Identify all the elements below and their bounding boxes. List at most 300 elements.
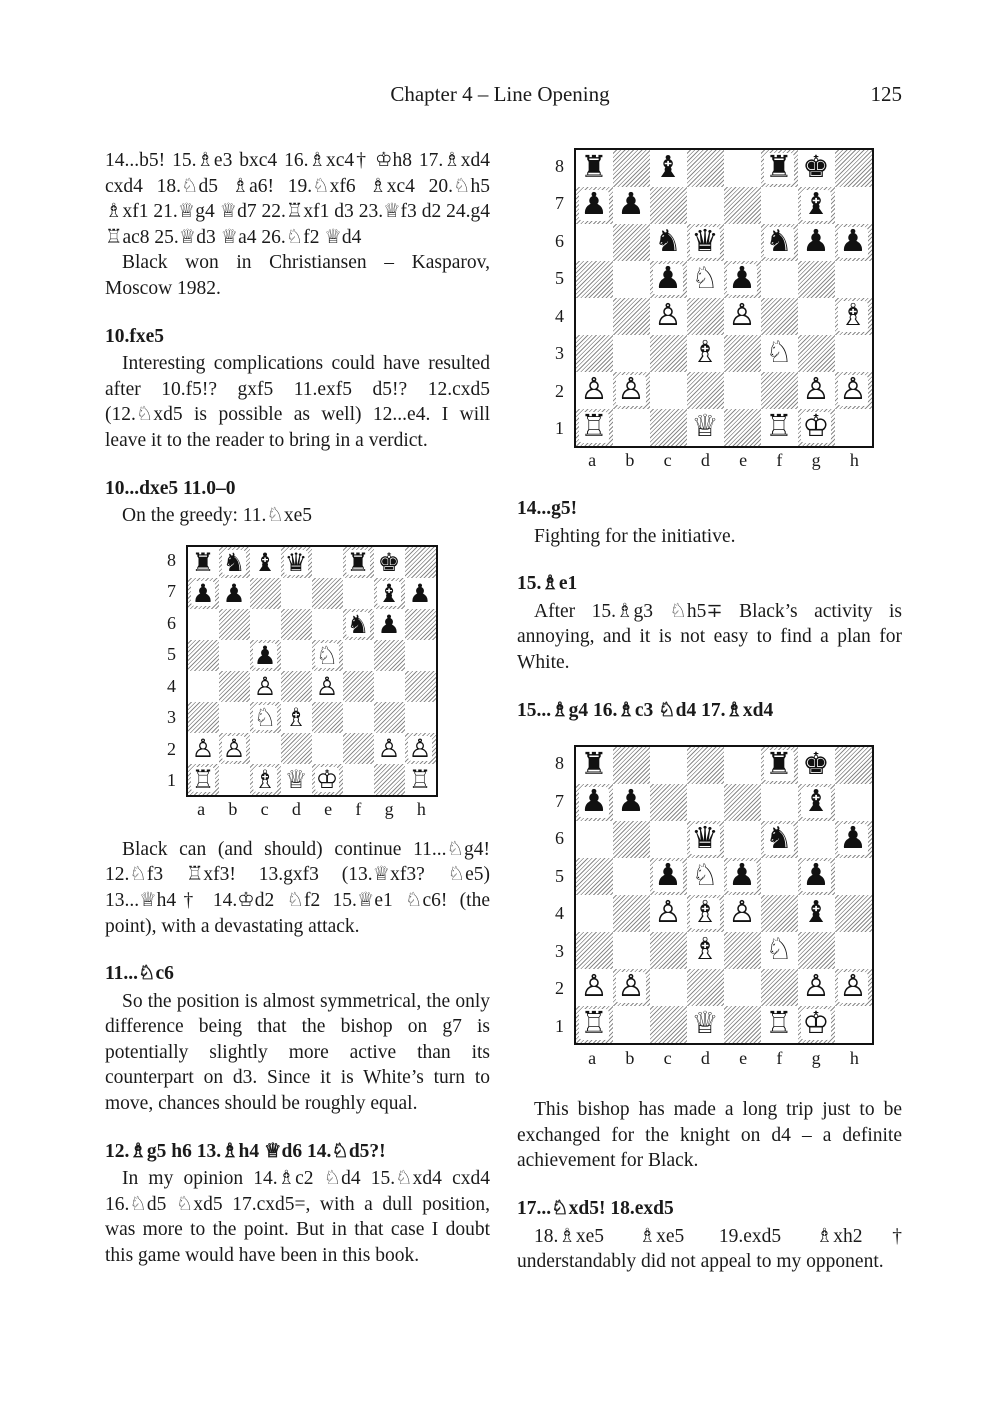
chess-piece: ♙ xyxy=(839,969,867,1005)
square-g6 xyxy=(798,821,835,858)
square-b7 xyxy=(613,784,650,821)
square-b8 xyxy=(219,547,250,578)
rank-label: 1 xyxy=(167,770,176,791)
square-b3 xyxy=(219,702,250,733)
square-e7 xyxy=(724,187,761,224)
square-a8 xyxy=(576,150,613,187)
square-c3 xyxy=(650,335,687,372)
square-f6 xyxy=(343,609,374,640)
square-b1 xyxy=(613,1006,650,1043)
rank-labels xyxy=(546,148,574,448)
move-heading: 15...♗g4 16.♗c3 ♘d4 17.♗xd4 xyxy=(517,699,774,721)
square-d2 xyxy=(687,969,724,1006)
square-b3 xyxy=(613,335,650,372)
running-header-title: Chapter 4 – Line Opening xyxy=(390,82,610,106)
chess-piece: ♟ xyxy=(728,858,756,894)
chessboard xyxy=(574,148,874,448)
square-d6 xyxy=(687,821,724,858)
chess-piece: ♟ xyxy=(617,784,645,820)
square-g5 xyxy=(798,858,835,895)
square-b1 xyxy=(219,764,250,795)
square-d4 xyxy=(687,895,724,932)
square-f3 xyxy=(761,335,798,372)
file-label: f xyxy=(776,450,783,471)
rank-label: 2 xyxy=(555,380,564,401)
square-g1 xyxy=(374,764,405,795)
chess-piece: ♙ xyxy=(617,969,645,1005)
square-g4 xyxy=(798,895,835,932)
square-b8 xyxy=(613,150,650,187)
square-e2 xyxy=(312,733,343,764)
paragraph: So the position is almost symmetrical, the only difference being that the bishop on g7 is potentially slightly more active than its counterpart on d3. Since it is White’s turn to move, chances should be roughly equal. xyxy=(105,990,490,1115)
square-c1 xyxy=(650,409,687,446)
chess-piece: ♞ xyxy=(346,608,370,639)
chess-piece: ♘ xyxy=(253,701,277,732)
square-a8 xyxy=(576,747,613,784)
square-h4 xyxy=(835,298,872,335)
chess-piece: ♞ xyxy=(765,224,793,260)
file-label: c xyxy=(260,799,269,820)
square-d2 xyxy=(281,733,312,764)
rank-label: 8 xyxy=(167,549,176,570)
square-g7 xyxy=(374,578,405,609)
chess-piece: ♖ xyxy=(765,1006,793,1042)
square-d5 xyxy=(281,640,312,671)
chess-diagram-1 xyxy=(105,545,490,823)
square-c6 xyxy=(250,609,281,640)
chess-piece: ♕ xyxy=(284,763,308,794)
square-c5 xyxy=(250,640,281,671)
square-b5 xyxy=(613,858,650,895)
square-c8 xyxy=(250,547,281,578)
square-h2 xyxy=(405,733,436,764)
square-h1 xyxy=(405,764,436,795)
square-e1 xyxy=(724,409,761,446)
square-f1 xyxy=(761,409,798,446)
square-f5 xyxy=(761,261,798,298)
square-c5 xyxy=(650,858,687,895)
square-f3 xyxy=(343,702,374,733)
square-f6 xyxy=(761,821,798,858)
chess-piece: ♗ xyxy=(253,763,277,794)
square-e6 xyxy=(312,609,343,640)
square-d4 xyxy=(687,298,724,335)
square-f3 xyxy=(761,932,798,969)
square-d3 xyxy=(281,702,312,733)
rank-label: 6 xyxy=(555,230,564,251)
square-f6 xyxy=(761,224,798,261)
square-f8 xyxy=(761,747,798,784)
square-f2 xyxy=(761,372,798,409)
rank-label: 6 xyxy=(167,612,176,633)
square-g8 xyxy=(798,150,835,187)
square-a6 xyxy=(188,609,219,640)
chess-piece: ♜ xyxy=(580,747,608,783)
chess-piece: ♛ xyxy=(691,224,719,260)
square-e8 xyxy=(724,150,761,187)
chessboard xyxy=(574,745,874,1045)
chess-piece: ♗ xyxy=(839,298,867,334)
square-f8 xyxy=(761,150,798,187)
square-e3 xyxy=(724,932,761,969)
chess-piece: ♙ xyxy=(728,895,756,931)
chess-piece: ♜ xyxy=(765,150,793,186)
move-heading: 17...♘xd5! 18.exd5 xyxy=(517,1197,674,1219)
file-label: h xyxy=(849,450,859,471)
chess-piece: ♔ xyxy=(802,409,830,445)
square-h6 xyxy=(405,609,436,640)
move-heading: 11...♘c6 xyxy=(105,963,174,985)
file-label: e xyxy=(324,799,333,820)
chess-piece: ♘ xyxy=(691,858,719,894)
square-b5 xyxy=(613,261,650,298)
square-d1 xyxy=(687,409,724,446)
square-a1 xyxy=(576,1006,613,1043)
file-labels xyxy=(186,797,438,823)
page-number: 125 xyxy=(870,82,902,106)
chess-piece: ♟ xyxy=(617,187,645,223)
square-h6 xyxy=(835,224,872,261)
chess-piece: ♖ xyxy=(580,409,608,445)
file-label: a xyxy=(588,450,597,471)
square-e6 xyxy=(724,224,761,261)
file-label: f xyxy=(355,799,362,820)
square-h1 xyxy=(835,409,872,446)
square-d1 xyxy=(281,764,312,795)
rank-label: 3 xyxy=(555,940,564,961)
square-h4 xyxy=(835,895,872,932)
square-h2 xyxy=(835,969,872,1006)
square-h5 xyxy=(405,640,436,671)
square-b4 xyxy=(219,671,250,702)
chess-piece: ♟ xyxy=(253,639,277,670)
file-label: c xyxy=(663,1047,672,1068)
square-h8 xyxy=(835,150,872,187)
square-c2 xyxy=(650,372,687,409)
paragraph: Interesting complications could have resulted after 10.f5!? gxf5 11.exf5 d5!? 12.cxd5 (12.♘xd5 is possible as well) 12...e4. I will leave it to the reader to bring in a verdict. xyxy=(105,353,490,451)
file-label: e xyxy=(739,1047,748,1068)
chess-piece: ♟ xyxy=(802,224,830,260)
move-heading: 10.fxe5 xyxy=(105,325,165,347)
chessboard xyxy=(186,545,438,797)
square-e3 xyxy=(312,702,343,733)
chess-piece: ♗ xyxy=(691,335,719,371)
square-d7 xyxy=(687,187,724,224)
square-b2 xyxy=(613,969,650,1006)
file-label: a xyxy=(197,799,206,820)
chess-piece: ♙ xyxy=(728,298,756,334)
square-f4 xyxy=(761,895,798,932)
square-f4 xyxy=(761,298,798,335)
rank-label: 7 xyxy=(167,581,176,602)
file-label: c xyxy=(663,450,672,471)
chess-piece: ♙ xyxy=(654,298,682,334)
file-label: d xyxy=(291,799,301,820)
square-d2 xyxy=(687,372,724,409)
chess-piece: ♙ xyxy=(580,372,608,408)
square-b1 xyxy=(613,409,650,446)
square-f7 xyxy=(343,578,374,609)
chess-piece: ♖ xyxy=(765,409,793,445)
move-heading: 14...g5! xyxy=(517,498,578,519)
square-d7 xyxy=(281,578,312,609)
paragraph: 18.♗xe5 ♗xe5 19.exd5 ♗xh2† understandably did not appeal to my opponent. xyxy=(517,1225,902,1273)
square-a2 xyxy=(188,733,219,764)
square-d5 xyxy=(687,261,724,298)
square-a5 xyxy=(188,640,219,671)
rank-label: 6 xyxy=(555,828,564,849)
file-label: g xyxy=(811,1047,821,1068)
chess-piece: ♝ xyxy=(802,895,830,931)
square-e5 xyxy=(312,640,343,671)
paragraph: 14...b5! 15.♗e3 bxc4 16.♗xc4† ♔h8 17.♗xd4 cxd4 18.♘d5 ♗a6! 19.♘xf6 ♗xc4 20.♘h5 ♗xf1 21.♕g4 ♕d7 22.♖xf1 d3 23.♕f3 d2 24.g4 ♖ac8 25.♕d3 ♕a4 26.♘f2 ♕d4 xyxy=(105,150,490,248)
chess-piece: ♘ xyxy=(765,335,793,371)
chess-piece: ♝ xyxy=(802,187,830,223)
rank-label: 8 xyxy=(555,155,564,176)
chess-piece: ♟ xyxy=(222,577,246,608)
square-e2 xyxy=(724,969,761,1006)
square-h3 xyxy=(405,702,436,733)
chess-diagram-3 xyxy=(517,745,902,1071)
chess-piece: ♙ xyxy=(839,372,867,408)
chess-piece: ♝ xyxy=(377,577,401,608)
square-h5 xyxy=(835,858,872,895)
chess-piece: ♖ xyxy=(408,763,432,794)
square-f8 xyxy=(343,547,374,578)
square-d1 xyxy=(687,1006,724,1043)
file-label: b xyxy=(228,799,238,820)
square-g8 xyxy=(798,747,835,784)
square-d3 xyxy=(687,932,724,969)
square-d6 xyxy=(281,609,312,640)
chess-piece: ♔ xyxy=(315,763,339,794)
square-d7 xyxy=(687,784,724,821)
square-e7 xyxy=(312,578,343,609)
file-label: d xyxy=(700,1047,710,1068)
square-g7 xyxy=(798,187,835,224)
square-a6 xyxy=(576,224,613,261)
rank-label: 5 xyxy=(555,268,564,289)
rank-label: 1 xyxy=(555,418,564,439)
square-a2 xyxy=(576,372,613,409)
square-a2 xyxy=(576,969,613,1006)
file-label: h xyxy=(849,1047,859,1068)
square-f7 xyxy=(761,187,798,224)
square-c7 xyxy=(650,784,687,821)
chess-piece: ♘ xyxy=(765,932,793,968)
square-g2 xyxy=(798,969,835,1006)
paragraph: In my opinion 14.♗c2 ♘d4 15.♘xd4 cxd4 16.♘d5 ♘xd5 17.cxd5=, with a dull position, was more to the point. But in that case I doubt this game would have been in this book. xyxy=(105,1168,490,1267)
chess-piece: ♚ xyxy=(802,747,830,783)
chess-piece: ♙ xyxy=(253,670,277,701)
square-c4 xyxy=(250,671,281,702)
file-labels xyxy=(574,448,874,474)
chess-piece: ♟ xyxy=(191,577,215,608)
chess-piece: ♞ xyxy=(765,821,793,857)
paragraph: Fighting for the initiative. xyxy=(534,525,736,547)
square-c6 xyxy=(650,821,687,858)
square-c2 xyxy=(650,969,687,1006)
rank-label: 3 xyxy=(555,343,564,364)
square-a7 xyxy=(576,784,613,821)
square-b7 xyxy=(613,187,650,224)
chess-piece: ♗ xyxy=(691,932,719,968)
chess-piece: ♜ xyxy=(346,546,370,577)
rank-label: 3 xyxy=(167,707,176,728)
square-c8 xyxy=(650,747,687,784)
square-f2 xyxy=(761,969,798,1006)
square-g5 xyxy=(374,640,405,671)
chess-piece: ♟ xyxy=(802,858,830,894)
chess-piece: ♟ xyxy=(654,261,682,297)
square-b2 xyxy=(613,372,650,409)
chess-piece: ♖ xyxy=(580,1006,608,1042)
chess-piece: ♝ xyxy=(654,150,682,186)
square-e6 xyxy=(724,821,761,858)
square-e8 xyxy=(724,747,761,784)
rank-label: 2 xyxy=(555,978,564,999)
square-c3 xyxy=(250,702,281,733)
move-heading: 12.♗g5 h6 13.♗h4 ♕d6 14.♘d5?! xyxy=(105,1140,386,1162)
square-e5 xyxy=(724,858,761,895)
file-label: g xyxy=(384,799,394,820)
square-h5 xyxy=(835,261,872,298)
file-label: e xyxy=(739,450,748,471)
chess-piece: ♟ xyxy=(580,187,608,223)
square-f1 xyxy=(343,764,374,795)
chess-piece: ♟ xyxy=(654,858,682,894)
chess-piece: ♗ xyxy=(284,701,308,732)
move-heading: 15.♗e1 xyxy=(517,573,578,595)
square-b5 xyxy=(219,640,250,671)
file-label: d xyxy=(700,450,710,471)
square-d3 xyxy=(687,335,724,372)
left-column xyxy=(105,148,490,1269)
chess-piece: ♝ xyxy=(802,784,830,820)
square-f1 xyxy=(761,1006,798,1043)
rank-label: 5 xyxy=(555,865,564,886)
chess-piece: ♙ xyxy=(802,969,830,1005)
square-b7 xyxy=(219,578,250,609)
chess-piece: ♜ xyxy=(580,150,608,186)
square-c1 xyxy=(650,1006,687,1043)
square-b8 xyxy=(613,747,650,784)
rank-label: 2 xyxy=(167,738,176,759)
square-e3 xyxy=(724,335,761,372)
square-a5 xyxy=(576,261,613,298)
square-f7 xyxy=(761,784,798,821)
file-label: a xyxy=(588,1047,597,1068)
square-c1 xyxy=(250,764,281,795)
chess-piece: ♞ xyxy=(222,546,246,577)
square-c6 xyxy=(650,224,687,261)
square-e1 xyxy=(724,1006,761,1043)
file-label: g xyxy=(811,450,821,471)
square-h8 xyxy=(405,547,436,578)
square-a7 xyxy=(188,578,219,609)
square-d8 xyxy=(687,747,724,784)
square-a8 xyxy=(188,547,219,578)
chess-piece: ♔ xyxy=(802,1006,830,1042)
chess-piece: ♟ xyxy=(408,577,432,608)
square-h7 xyxy=(835,187,872,224)
chess-piece: ♛ xyxy=(691,821,719,857)
square-e4 xyxy=(312,671,343,702)
paragraph: Black can (and should) continue 11...♘g4! 12.♘f3 ♖xf3! 13.gxf3 (13.♕xf3? ♘e5) 13...♕h4† 14.♔d2 ♘f2 15.♕e1 ♘c6! (the point), with a devastating attack. xyxy=(105,838,490,937)
square-h6 xyxy=(835,821,872,858)
chess-piece: ♟ xyxy=(728,261,756,297)
chess-piece: ♗ xyxy=(691,895,719,931)
square-e2 xyxy=(724,372,761,409)
square-g6 xyxy=(374,609,405,640)
chess-piece: ♙ xyxy=(377,732,401,763)
square-c4 xyxy=(650,895,687,932)
paragraph: This bishop has made a long trip just to be exchanged for the knight on d4 – a definite achievement for Black. xyxy=(517,1099,902,1172)
chess-piece: ♞ xyxy=(654,224,682,260)
square-b6 xyxy=(613,821,650,858)
square-c2 xyxy=(250,733,281,764)
square-a3 xyxy=(188,702,219,733)
square-f4 xyxy=(343,671,374,702)
chess-piece: ♙ xyxy=(617,372,645,408)
rank-label: 7 xyxy=(555,193,564,214)
square-b6 xyxy=(219,609,250,640)
square-g5 xyxy=(798,261,835,298)
rank-labels xyxy=(158,545,186,797)
rank-label: 4 xyxy=(555,903,564,924)
chess-piece: ♚ xyxy=(802,150,830,186)
chess-piece: ♜ xyxy=(191,546,215,577)
square-c4 xyxy=(650,298,687,335)
square-g4 xyxy=(374,671,405,702)
square-c8 xyxy=(650,150,687,187)
square-e4 xyxy=(724,298,761,335)
chess-piece: ♟ xyxy=(377,608,401,639)
chess-piece: ♖ xyxy=(191,763,215,794)
square-a1 xyxy=(188,764,219,795)
square-a3 xyxy=(576,335,613,372)
square-c3 xyxy=(650,932,687,969)
chess-diagram-2 xyxy=(517,148,902,474)
chess-piece: ♕ xyxy=(691,1006,719,1042)
chess-piece: ♛ xyxy=(284,546,308,577)
square-d8 xyxy=(281,547,312,578)
chess-piece: ♙ xyxy=(191,732,215,763)
square-h8 xyxy=(835,747,872,784)
square-h7 xyxy=(835,784,872,821)
rank-labels xyxy=(546,745,574,1045)
square-g7 xyxy=(798,784,835,821)
square-e5 xyxy=(724,261,761,298)
chess-piece: ♙ xyxy=(802,372,830,408)
square-g3 xyxy=(798,335,835,372)
chess-piece: ♙ xyxy=(222,732,246,763)
square-b2 xyxy=(219,733,250,764)
square-h2 xyxy=(835,372,872,409)
square-a4 xyxy=(576,298,613,335)
chess-piece: ♙ xyxy=(654,895,682,931)
chess-piece: ♝ xyxy=(253,546,277,577)
square-a4 xyxy=(576,895,613,932)
move-heading: 10...dxe5 11.0–0 xyxy=(105,477,236,499)
diagram-caption: On the greedy: 11.♘xe5 xyxy=(122,505,313,527)
square-g8 xyxy=(374,547,405,578)
square-d5 xyxy=(687,858,724,895)
square-f5 xyxy=(343,640,374,671)
chess-piece: ♟ xyxy=(839,224,867,260)
chess-piece: ♟ xyxy=(580,784,608,820)
square-b6 xyxy=(613,224,650,261)
